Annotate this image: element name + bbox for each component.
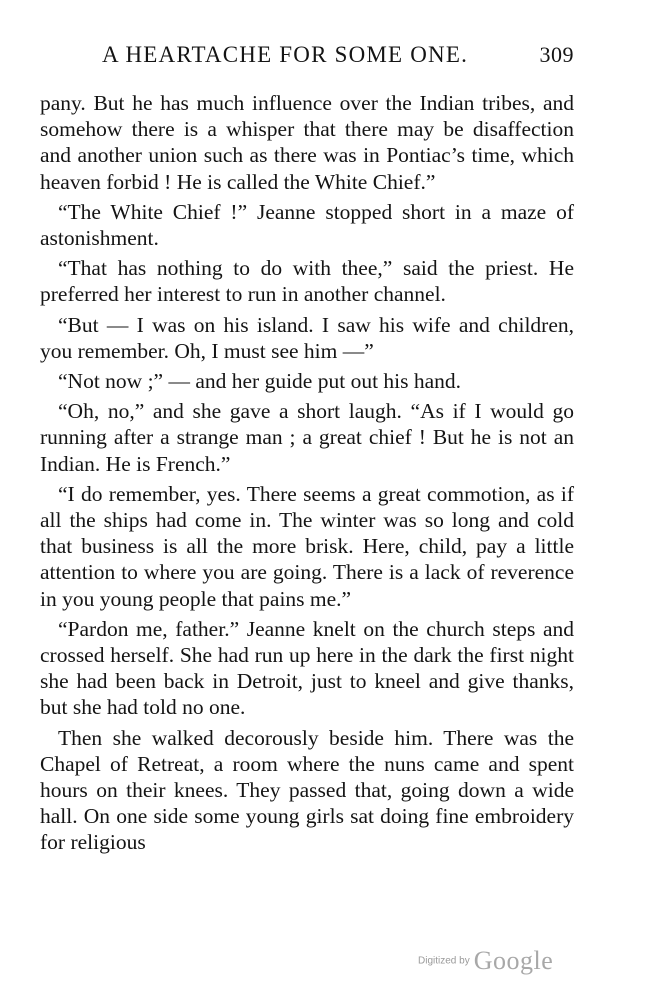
paragraph: “Oh, no,” and she gave a short laugh. “As if I would go running after a strange man ; a great chief ! But he is not an Indian. He is French.” — [40, 399, 574, 476]
running-title: A HEARTACHE FOR SOME ONE. — [102, 42, 469, 67]
paragraph: “I do remember, yes. There seems a great commotion, as if all the ships had come in. The winter was so long and cold that business is all the more brisk. Here, child, pay a little attention to where you are going. There is a lack of reverence in you young people that pains me.” — [40, 481, 574, 611]
paragraph: “Not now ;” — and her guide put out his hand. — [58, 369, 462, 394]
paragraph: “Pardon me, father.” Jeanne knelt on the church steps and crossed herself. She had run up here in the dark the first night she had been back in Detroit, just to kneel and give thanks, but she had told no one. — [40, 616, 574, 720]
running-header — [40, 34, 574, 76]
watermark-prefix: Digitized by — [418, 955, 470, 967]
paragraph: “But — I was on his island. I saw his wife and children, you remember. Oh, I must see him —” — [40, 312, 574, 363]
book-page — [40, 34, 574, 974]
page-number: 309 — [539, 42, 574, 67]
page-body — [40, 90, 574, 856]
digitized-watermark — [418, 946, 553, 976]
paragraph-continuation: pany. But he has much influence over the Indian tribes, and somehow there is a whisper that there may be disaffection and another union such as there was in Pontiac’s time, which heaven forbid ! He is called the White Chief.” — [40, 91, 574, 194]
paragraph: Then she walked decorously beside him. There was the Chapel of Retreat, a room where the nuns came and spent hours on their knees. They passed that, going down a wide hall. On one side some young girls sat doing fine embroidery for religious — [40, 725, 574, 855]
watermark-brand: Google — [473, 946, 554, 975]
paragraph: “That has nothing to do with thee,” said the priest. He preferred her interest to run in another channel. — [40, 256, 574, 307]
paragraph: “The White Chief !” Jeanne stopped short in a maze of astonishment. — [40, 199, 574, 251]
